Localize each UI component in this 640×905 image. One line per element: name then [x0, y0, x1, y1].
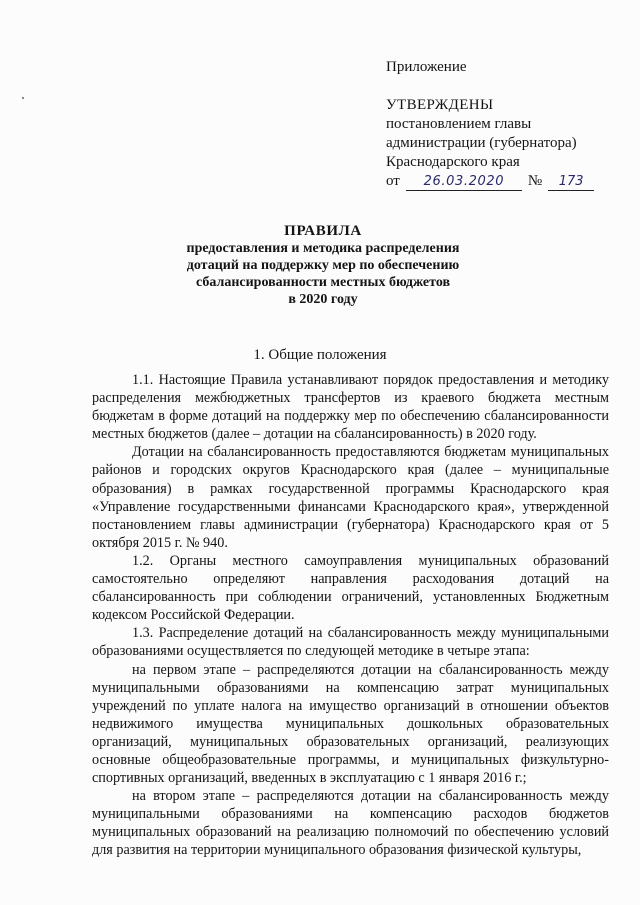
- paragraph: 1.1. Настоящие Правила устанавливают порядок предоставления и методику распределения межбюджетных трансфертов из краевого бюджета местным бюджетам в форме дотаций на поддержку мер по обеспечению сбалансированности местных бюджетов (далее – дотации на сбалансированность) в 2020 году.: [92, 372, 609, 443]
- approval-line: администрации (губернатора): [386, 135, 577, 151]
- document-title: [140, 223, 506, 308]
- handwritten-date: 26.03.2020: [406, 174, 522, 191]
- title-subtitle-line: сбалансированности местных бюджетов: [195, 275, 451, 290]
- document-body: [92, 371, 609, 860]
- date-prefix: от: [386, 173, 400, 189]
- appendix-label: Приложение: [386, 59, 467, 75]
- scan-speck: [22, 97, 24, 99]
- approval-line: постановлением главы: [386, 116, 532, 132]
- approval-stamp-block: [386, 58, 626, 191]
- approved-label: УТВЕРЖДЕНЫ: [386, 97, 494, 113]
- date-number-row: [386, 172, 626, 191]
- number-sign: №: [527, 173, 543, 189]
- title-main: ПРАВИЛА: [284, 223, 362, 239]
- title-subtitle-line: предоставления и методика распределения: [186, 241, 460, 256]
- paragraph: на втором этапе – распределяются дотации на сбалансированность между муниципальными образованиями на компенсацию расходов бюджетов муниципальных образований на реализацию полномочий по обеспечению условий для развития на территории муниципального образования физической культуры,: [92, 788, 609, 859]
- title-subtitle-line: дотаций на поддержку мер по обеспечению: [186, 258, 460, 273]
- approval-line: Краснодарского края: [386, 154, 520, 170]
- handwritten-number: 173: [548, 174, 594, 191]
- paragraph: 1.3. Распределение дотаций на сбалансированность между муниципальными образованиями осуществляется по следующей методике в четыре этапа:: [92, 625, 609, 660]
- title-subtitle-line: в 2020 году: [288, 292, 358, 307]
- paragraph: 1.2. Органы местного самоуправления муниципальных образований самостоятельно определяют направления расходования дотаций на сбалансированность при соблюдении ограничений, установленных Бюджетным кодексом Российской Федерации.: [92, 552, 609, 624]
- paragraph: на первом этапе – распределяются дотации на сбалансированность между муниципальными образованиями на компенсацию затрат муниципальных учреждений по уплате налога на имущество организаций в отношении объектов недвижимого имущества муниципальных дошкольных образовательных организаций, муниципальных образовательных организаций, реализующих основные общеобразовательные программы, и муниципальных физкультурно-спортивных организаций, введенных в эксплуатацию с 1 января 2016 г.;: [92, 661, 609, 787]
- section-heading: 1. Общие положения: [253, 347, 387, 363]
- paragraph: Дотации на сбалансированность предоставляются бюджетам муниципальных районов и городских округов Краснодарского края (далее – муниципальные образования) в рамках государственной программы Краснодарского края «Управление государственными финансами Краснодарского края», утвержденной постановлением главы администрации (губернатора) Краснодарского края от 5 октября 2015 г. № 940.: [92, 444, 609, 551]
